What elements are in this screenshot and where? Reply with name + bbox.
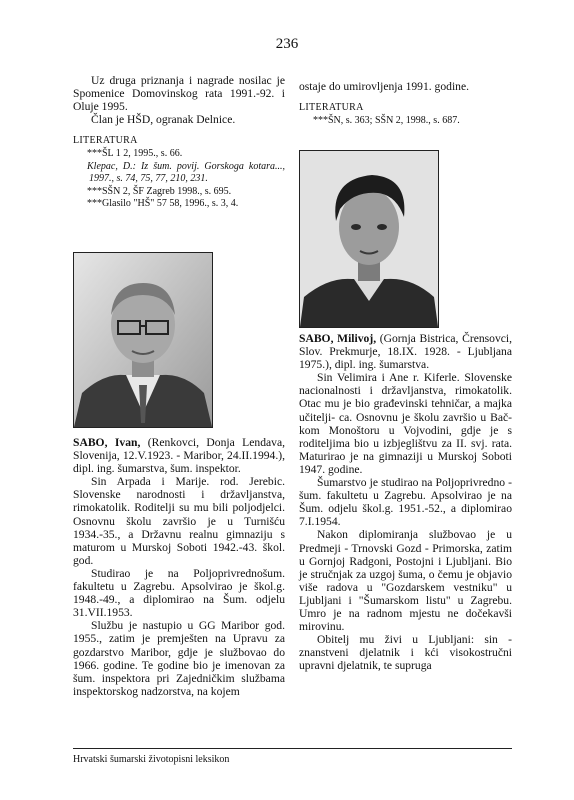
footer-rule bbox=[73, 748, 512, 749]
left-para-3: Službu je nastupio u GG Maribor god. 1955., zatim je premješten na Upravu za gozdarstvo Maribor, gdje je službovao do 1966. godine. Te godine bio je imenovan za šum. inspektora pri Zajedničkim službama inspektorskog nadzorstva, na kojem bbox=[73, 619, 285, 698]
right-entry bbox=[299, 332, 512, 672]
left-para-2: Studirao je na Poljoprivrednošum. fakultetu u Zagrebu. Apsolvirao je škol.g. 1948.-49., a diplomirao na Šum. odjelu 31.VII.1953. bbox=[73, 566, 285, 620]
right-literature-heading: LITERATURA bbox=[299, 102, 364, 114]
right-para-3: Nakon diplomiranja službovao je u Predmeji - Trnovski Gozd - Primorska, zatim u Gornjoj Radgoni, Postojni i Ljubljani. Bio je stručnjak za uzgoj šuma, o čemu je objavio više radova u "Gozdarskem vestniku" u Ljubljani i "Šumarskom listu" u Zagrebu. Umro je na radnom mjestu ne dočekavši mirovinu. bbox=[299, 528, 512, 634]
left-intro-1: Uz druga priznanja i nagrade nosilac je Spomenice Domovinskog rata 1991.-92. i Oluje 1995. bbox=[73, 74, 285, 114]
left-entry-first-text: (Renkovci, Donja Lendava, Slovenija, 12.V.1923. - Maribor, 24.II.1994.), dipl. ing. šumarstva, šum. inspektor. bbox=[73, 436, 285, 476]
right-column-top bbox=[299, 80, 512, 128]
page-number: 236 bbox=[275, 36, 299, 52]
portrait-ivan-sabo bbox=[73, 252, 213, 428]
right-entry-head: SABO, Milivoj, bbox=[299, 332, 377, 345]
left-lit-3: ***SŠN 2, ŠF Zagreb 1998., s. 695. bbox=[87, 185, 232, 197]
right-para-1: Sin Velimira i Ane r. Kiferle. Slovenske nacionalnosti i državljanstva, rimokatolik. Otac mu je bio građevinski tehničar, a majka učitelji- ca. Osnovnu je školu završio u Bač-kom Monoštoru u Vojvodini, gdje je s roditeljima bio u izbjeglištvu za II. svj. rata. Maturirao je na gimnaziji u Murskoj Soboti 1947. godine. bbox=[299, 371, 512, 476]
right-para-2: Šumarstvo je studirao na Poljoprivredno - šum. fakultetu u Zagrebu. Apsolvirao je na Šum. odjelu škol.g. 1951.-52., a diplomirao 7.I.1954. bbox=[299, 476, 512, 529]
right-para-4: Obitelj mu živi u Ljubljani: sin - znanstveni djelatnik i kći visokostručni upravni djelatnik, te supruga bbox=[299, 633, 512, 673]
running-footer: Hrvatski šumarski životopisni leksikon bbox=[73, 754, 230, 765]
portrait-milivoj-sabo bbox=[299, 150, 439, 328]
left-intro-2: Član je HŠD, ogranak Delnice. bbox=[91, 113, 236, 127]
left-entry-first bbox=[73, 436, 285, 475]
left-lit-2: Klepac, D.: Iz šum. povij. Gorskoga kotara..., 1997., s. 74, 75, 77, 210, 231. bbox=[87, 160, 285, 185]
left-entry bbox=[73, 436, 285, 698]
right-entry-first bbox=[299, 332, 512, 371]
right-lit-1: ***ŠN, s. 363; SŠN 2, 1998., s. 687. bbox=[313, 115, 460, 127]
left-para-1: Sin Arpada i Marije. rod. Jerebic. Slovenske narodnosti i državljanstva, rimokatolik. Roditelji su mu bili poljodjelci. Osnovnu školu završio je u Turnišću 1934.-35., a Državnu realnu gimnaziju s maturom u Murskoj Soboti 1942.-43. škol. god. bbox=[73, 475, 285, 567]
left-entry-head: SABO, Ivan, bbox=[73, 436, 141, 449]
left-literature-heading: LITERATURA bbox=[73, 135, 138, 147]
left-lit-4: ***Glasilo "HŠ" 57 58, 1996., s. 3, 4. bbox=[87, 198, 239, 210]
right-intro: ostaje do umirovljenja 1991. godine. bbox=[299, 80, 470, 93]
right-entry-first-text: (Gornja Bistrica, Črensovci, Slov. Prekmurje, 18.IX. 1928. - Ljubljana 1975.), dipl. ing. šumarstva. bbox=[299, 332, 513, 372]
left-lit-1: ***ŠL 1 2, 1995., s. 66. bbox=[87, 148, 183, 160]
left-column-top bbox=[73, 74, 285, 211]
